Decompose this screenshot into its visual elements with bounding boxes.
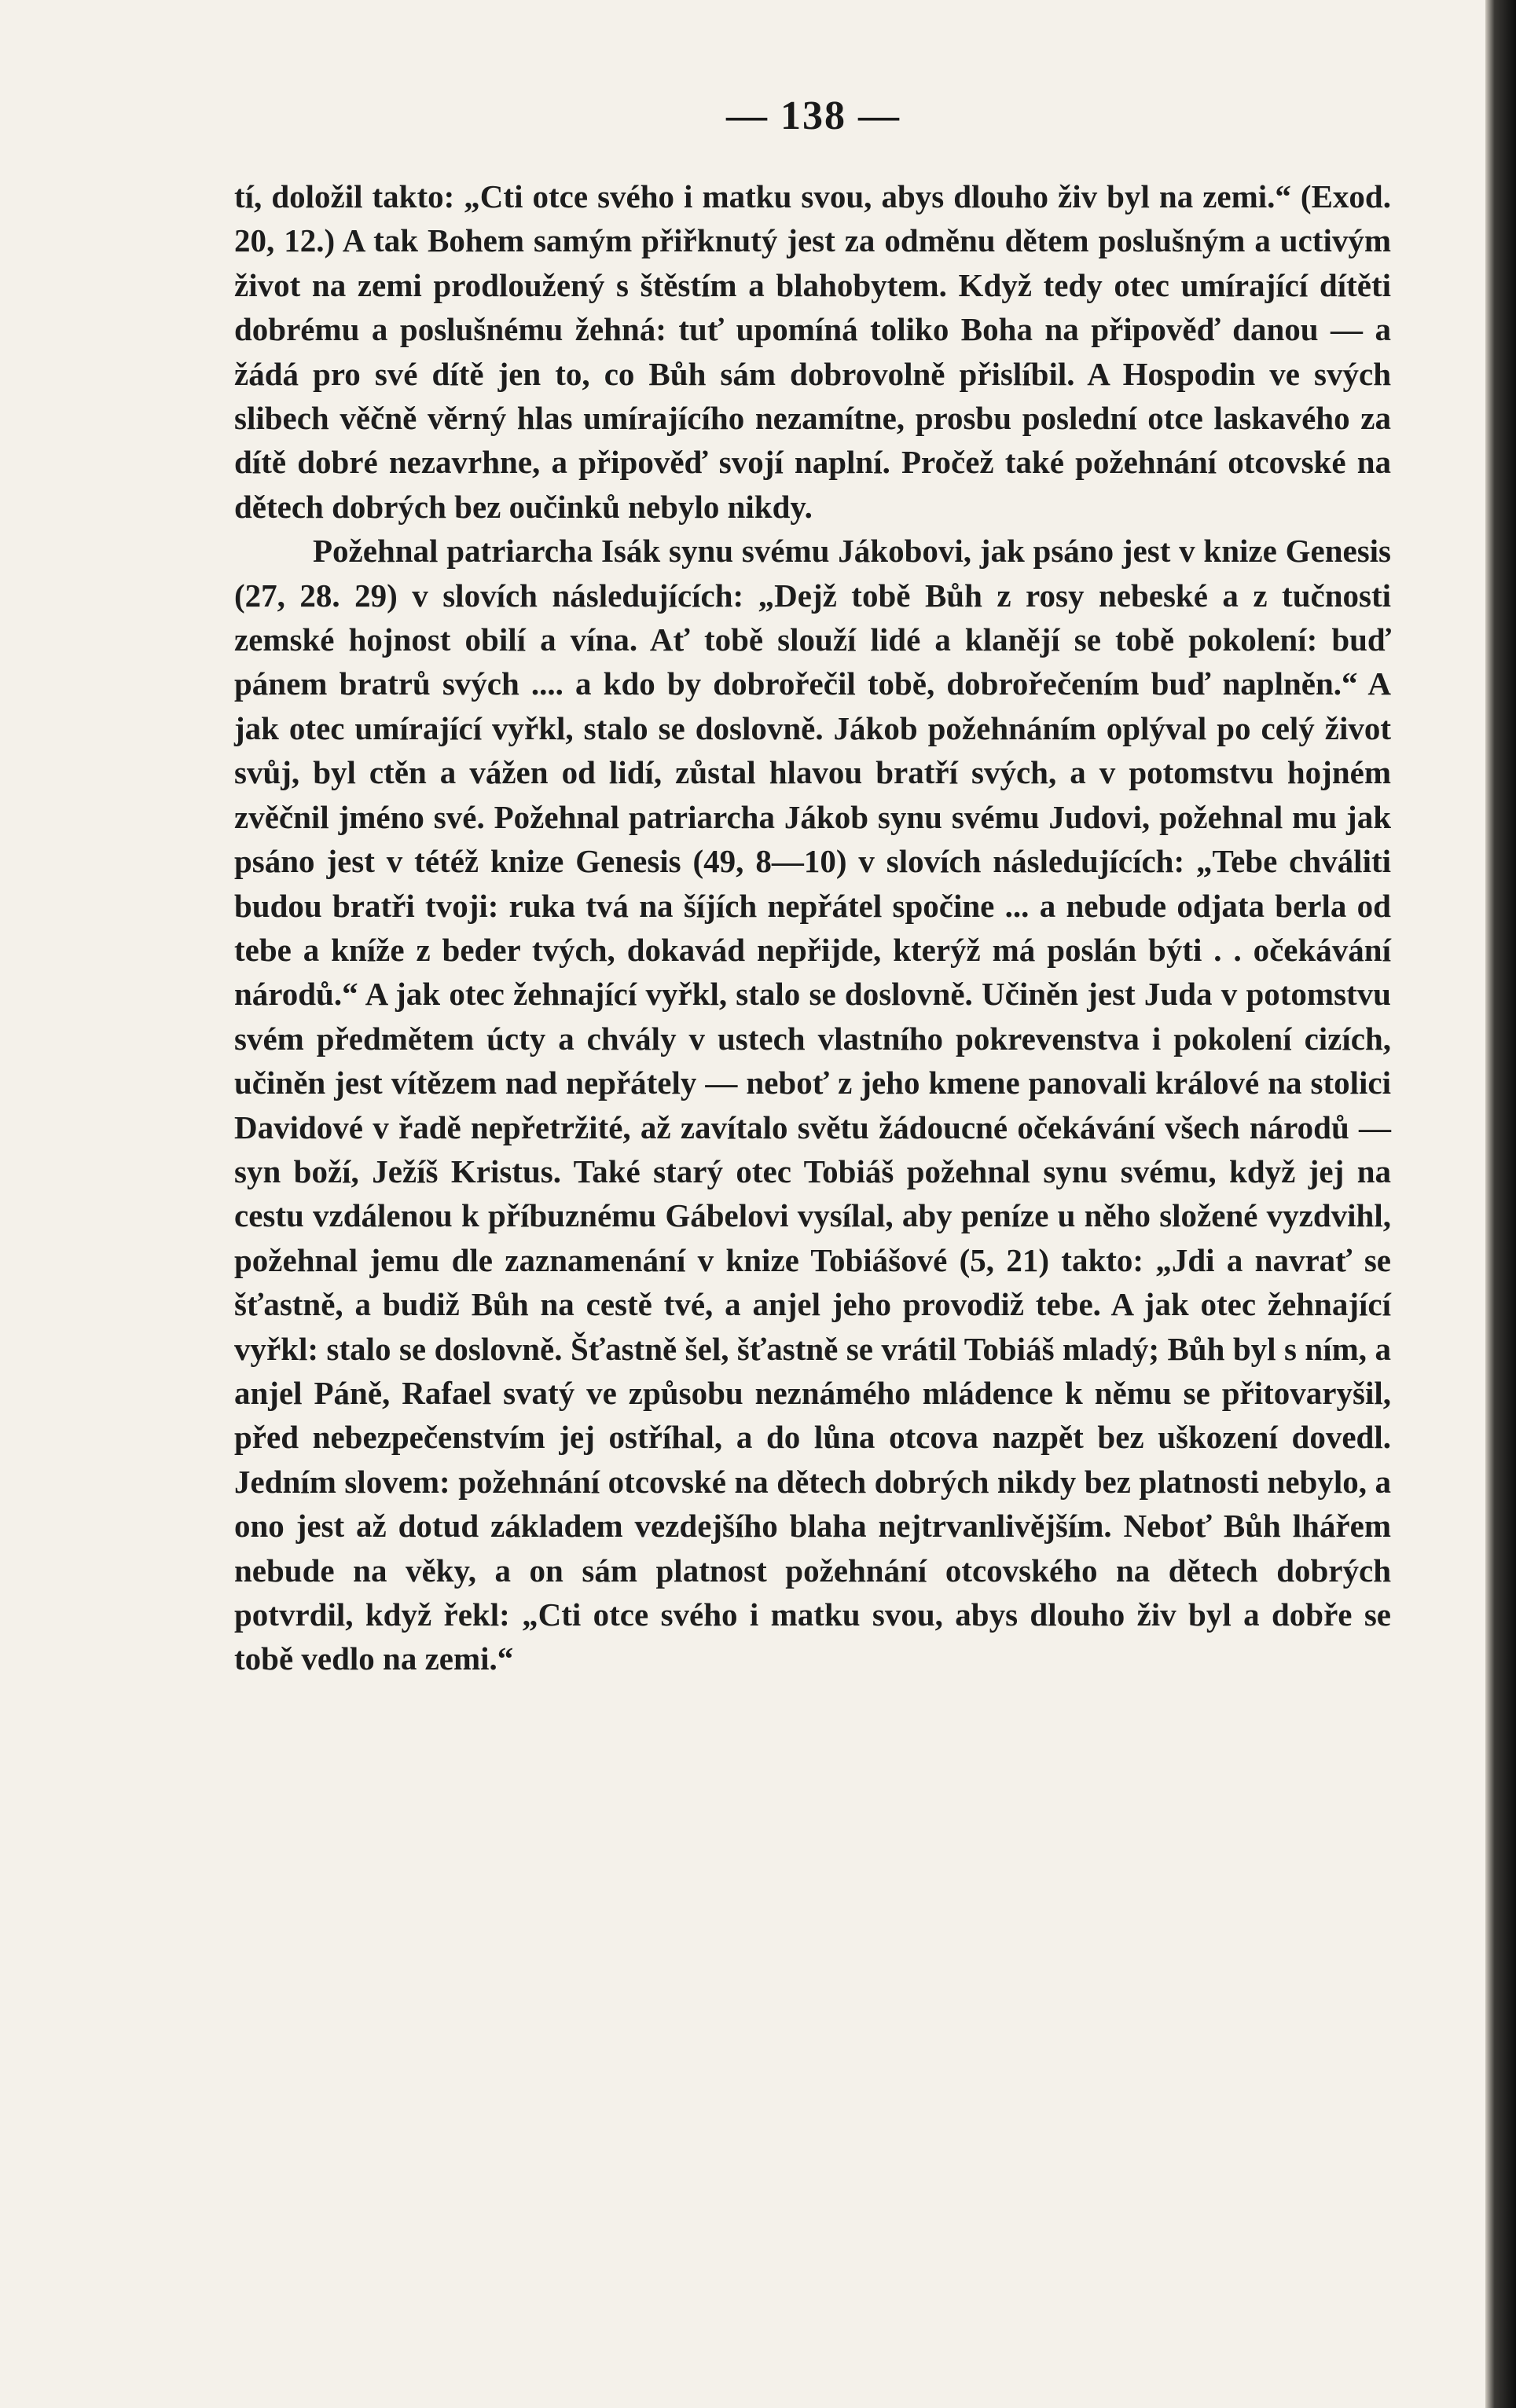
page-edge-shadow (1485, 0, 1516, 2408)
paragraph: Požehnal patriarcha Isák synu svému Jákobovi, jak psáno jest v knize Genesis (27, 28. 29) v slovích následujících: „Dejž tobě Bůh z rosy nebeské a z tučnosti zemské hojnost obilí a vína. Ať tobě slouží lidé a klanějí se tobě pokolení: buď pánem bratrů svých .... a kdo by dobrořečil tobě, dobrořečením buď naplněn.“ A jak otec umírající vyřkl, stalo se doslovně. Jákob požehnáním oplýval po celý život svůj, byl ctěn a vážen od lidí, zůstal hlavou bratří svých, a v potomstvu hojném zvěčnil jméno své. Požehnal patriarcha Jákob synu svému Judovi, požehnal mu jak psáno jest v tétéž knize Genesis (49, 8—10) v slovích následujících: „Tebe chváliti budou bratři tvoji: ruka tvá na šíjích nepřátel spočine ... a nebude odjata berla od tebe a kníže z beder tvých, dokavád nepřijde, kterýž má poslán býti . . očekávání národů.“ A jak otec žehnající vyřkl, stalo se doslovně. Učiněn jest Juda v potomstvu svém předmětem úcty a chvály v ustech vlastního pokrevenstva i pokolení cizích, učiněn jest vítězem nad nepřátely — neboť z jeho kmene panovali králové na stolici Davidové v řadě nepřetržité, až zavítalo světu žádoucné očekávání všech národů — syn boží, Ježíš Kristus. Také starý otec Tobiáš požehnal synu svému, když jej na cestu vzdálenou k příbuznému Gábelovi vysílal, aby peníze u něho složené vyzdvihl, požehnal jemu dle zaznamenání v knize Tobiášové (5, 21) takto: „Jdi a navrať se šťastně, a budiž Bůh na cestě tvé, a anjel jeho provodiž tebe. A jak otec žehnající vyřkl: stalo se doslovně. Šťastně šel, šťastně se vrátil Tobiáš mladý; Bůh byl s ním, a anjel Páně, Rafael svatý ve způsobu neznámého mládence k němu se přitovaryšil, před nebezpečenstvím jej ostříhal, a do lůna otcova nazpět bez uškození dovedl. Jedním slovem: požehnání otcovské na dětech dobrých nikdy bez platnosti nebylo, a ono jest až dotud základem vezdejšího blaha nejtrvanlivějším. Neboť Bůh lhářem nebude na věky, a on sám platnost požehnání otcovského na dětech dobrých potvrdil, když řekl: „Cti otce svého i matku svou, abys dlouho živ byl a dobře se tobě vedlo na zemi.“ (234, 533, 1391, 1677)
paragraph: tí, doložil takto: „Cti otce svého i matku svou, abys dlouho živ byl na zemi.“ (Exod. 20, 12.) A tak Bohem samým přiřknutý jest za odměnu dětem poslušným a uctivým život na zemi prodloužený s štěstím a blahobytem. Když tedy otec umírající dítěti dobrému a poslušnému žehná: tuť upomíná toliko Boha na připověď danou — a žádá pro své dítě jen to, co Bůh sám dobrovolně přislíbil. A Hospodin ve svých slibech věčně věrný hlas umírajícího nezamítne, prosbu poslední otce laskavého za dítě dobré nezavrhne, a připověď svojí naplní. Pročež také požehnání otcovské na dětech dobrých bez oučinků nebylo nikdy. (234, 178, 1391, 525)
body-text (234, 174, 1391, 1681)
page-number: — 138 — (726, 93, 901, 138)
